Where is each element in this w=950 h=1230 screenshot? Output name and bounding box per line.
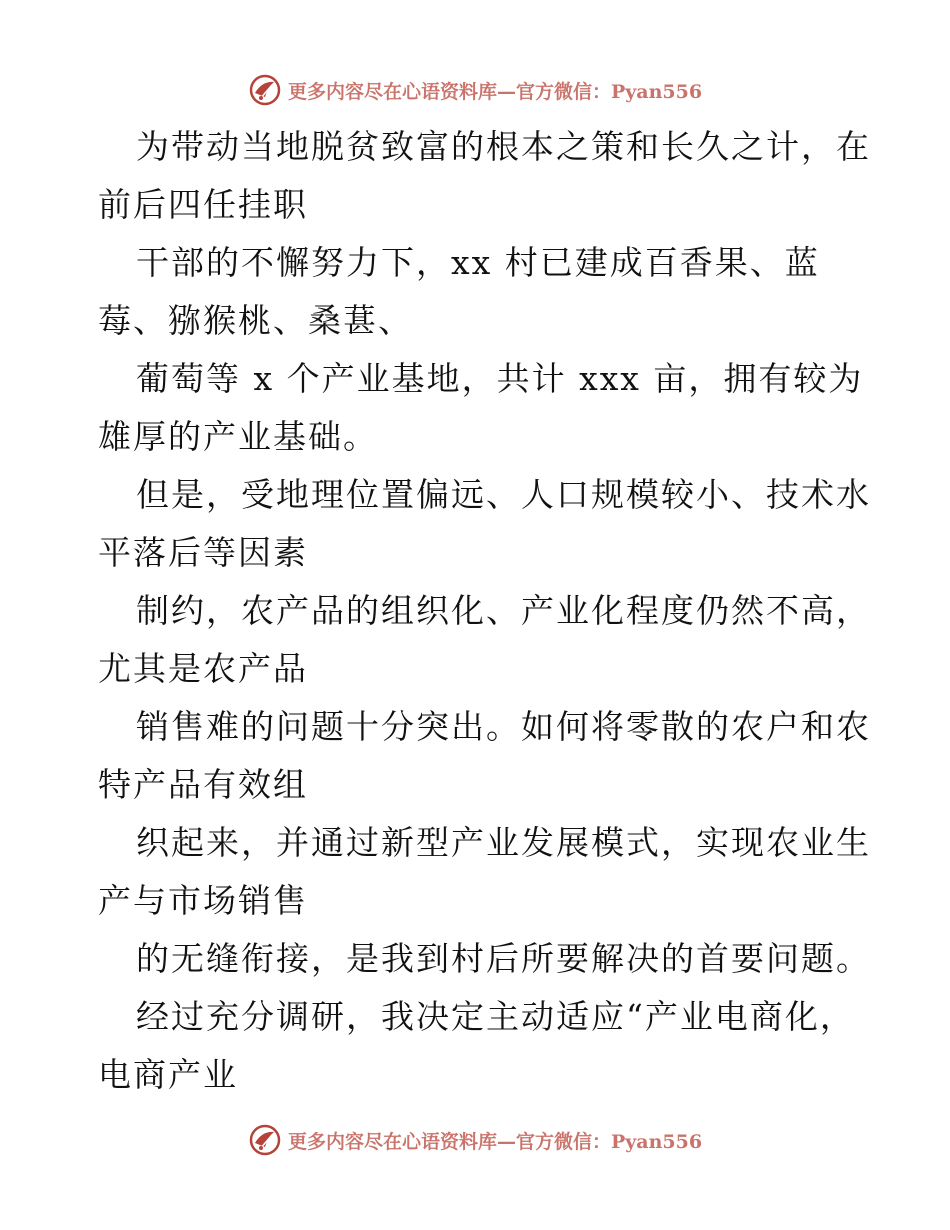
text-line: 为带动当地脱贫致富的根本之策和长久之计，在 [136, 127, 871, 166]
footer-banner [0, 1120, 950, 1160]
text-line: 织起来，并通过新型产业发展模式，实现农业生 [136, 823, 871, 862]
text-line: 平落后等因素 [98, 533, 308, 572]
text-line: 销售难的问题十分突出。如何将零散的农户和农 [136, 707, 871, 746]
header-banner-text: 更多内容尽在心语资料库—官方微信：Pyan556 [287, 80, 703, 103]
footer-banner-text: 更多内容尽在心语资料库—官方微信：Pyan556 [287, 1130, 703, 1153]
text-line: 但是，受地理位置偏远、人口规模较小、技术水 [136, 475, 871, 514]
text-line: 雄厚的产业基础。 [98, 417, 378, 456]
body-text [98, 118, 871, 1104]
text-line: 制约，农产品的组织化、产业化程度仍然不高， [136, 591, 871, 630]
text-line: 干部的不懈努力下，xx 村已建成百香果、蓝 [136, 243, 820, 282]
text-line: 葡萄等 x 个产业基地，共计 xxx 亩，拥有较为 [136, 359, 864, 398]
text-line: 尤其是农产品 [98, 649, 308, 688]
text-line: 莓、猕猴桃、桑葚、 [98, 301, 413, 340]
pen-logo-icon [248, 1123, 282, 1157]
pen-logo-icon [248, 73, 282, 107]
text-line: 前后四任挂职 [98, 185, 308, 224]
text-line: 经过充分调研，我决定主动适应“产业电商化， [136, 997, 855, 1036]
text-line: 电商产业 [98, 1055, 238, 1094]
text-line: 产与市场销售 [98, 881, 308, 920]
text-line: 的无缝衔接，是我到村后所要解决的首要问题。 [136, 939, 871, 978]
text-line: 特产品有效组 [98, 765, 308, 804]
header-banner [0, 70, 950, 110]
